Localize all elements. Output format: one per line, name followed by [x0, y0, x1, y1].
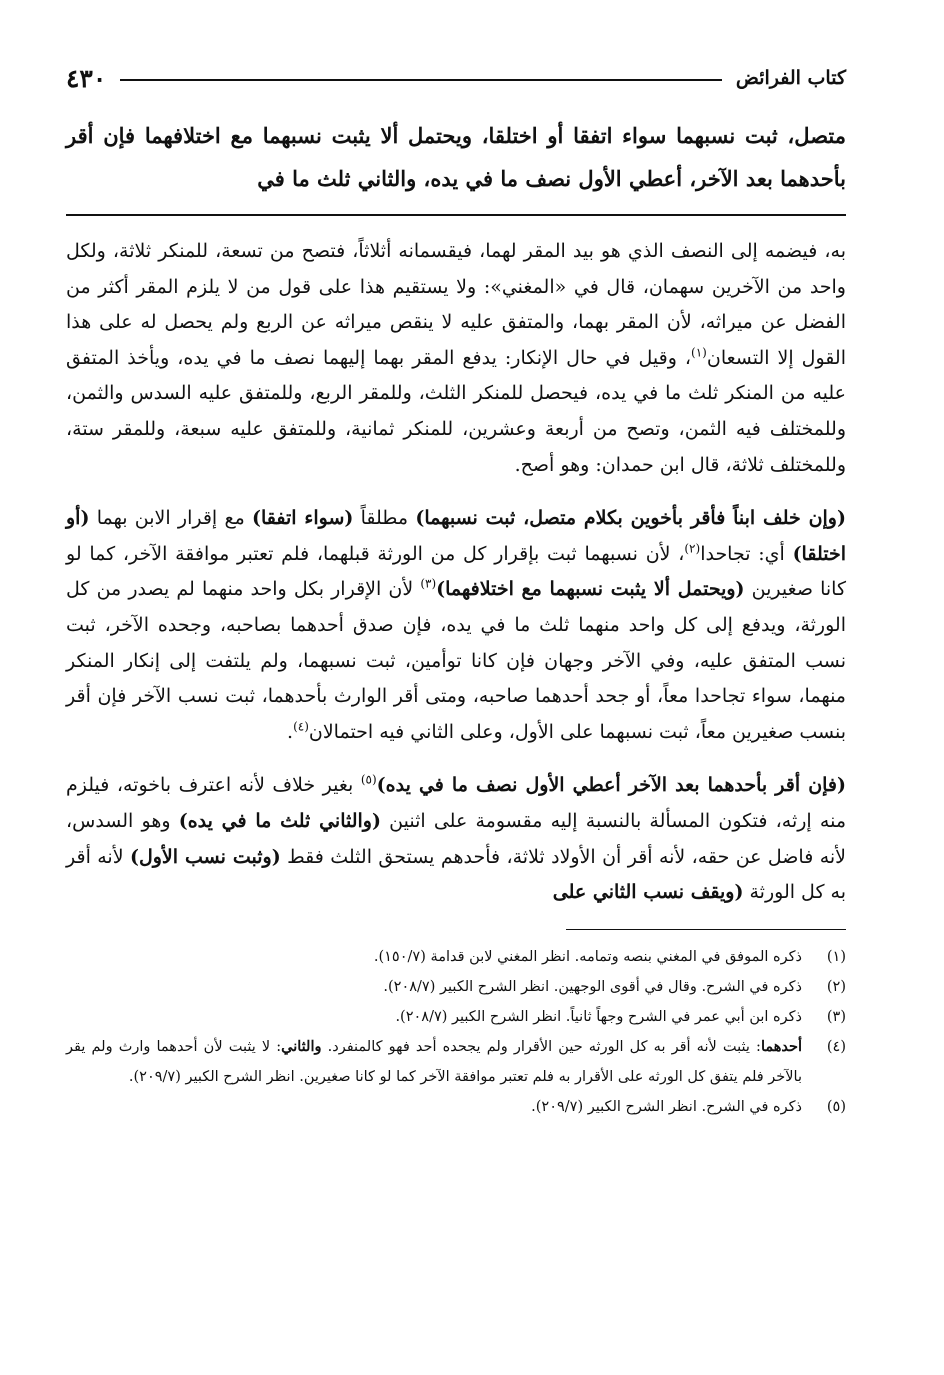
footnote-number: (٤): [826, 1038, 846, 1055]
commentary-paragraph-1: به، فيضمه إلى النصف الذي هو بيد المقر لهما، فيقسمانه أثلاثاً، فتصح من تسعة، للمنكر ثلاثة، ولكل واحد من الآخرين سهمان، قال في «المغني»: ولا يستقيم هذا على قول من لا يلزم المقر أكثر من الفضل عن ميراثه، لأن المقر بهما، والمتفق عليه لا ينقص ميراثه عن الربع ولم يحصل له على هذا القول إلا التسعان$^{(١)}$، وقيل في حال الإنكار: يدفع المقر بهما إليهما نصف ما في يده، ويأخذ المتفق عليه من المنكر ثلث ما في يده، فيحصل للمنكر الثلث، وللمقر الربع، وللمتفق عليه السدس والثمن، وللمختلف فيه الثمن، وتصح من أربعة وعشرين، للمنكر ثمانية، وللمتفق عليه سبعة، وللمقر ستة، وللمختلف ثلاثة، قال ابن حمدان: وهو أصح.: [66, 240, 846, 476]
footnote-ref-2[interactable]: (٢): [684, 541, 701, 556]
book-title: كتاب الفرائض: [735, 67, 846, 89]
footnotes: [66, 942, 846, 1122]
footnote-ref-5[interactable]: (٥): [360, 772, 377, 787]
footnote-ref-1[interactable]: (١): [691, 345, 707, 360]
footnote-text: ذكره في الشرح. وقال في أقوى الوجهين. انظر الشرح الكبير (٢٠٨/٧).: [383, 978, 802, 995]
footnote: [66, 972, 846, 1002]
footnote-number: (٢): [826, 978, 846, 995]
footnote-number: (٣): [826, 1008, 846, 1025]
footnote-text: ذكره ابن أبي عمر في الشرح وجهاً ثانياً. انظر الشرح الكبير (٢٠٨/٧).: [395, 1008, 802, 1025]
footnote-text: أحدهما: يثبت لأنه أقر به كل الورثه حين الأقرار ولم يجحده أحد فهو كالمنفرد. والثاني: لا يثبت لأن أحدهما وارث ولم يقر بالآخر فلم يتفق كل الورثه على الأقرار به فلم تعتبر موافقة الآخر كما لو كانا صغيرين. انظر الشرح الكبير (٢٠٩/٧).: [66, 1037, 802, 1085]
footnote: [66, 1002, 846, 1032]
header-rule: [120, 79, 722, 81]
footnote-ref-3[interactable]: (٣): [420, 577, 437, 592]
footnote: [66, 1032, 846, 1092]
commentary: [66, 234, 846, 911]
commentary-paragraph-2: (وإن خلف ابناً فأقر بأخوين بكلام متصل، ثبت نسبهما) مطلقاً (سواء اتفقا) مع إقرار الابن بهما (أو اختلقا) أي: تجاحدا$^{(٢)}$، لأن نسبهما ثبت بإقرار كل من الورثة قبلهما، فلم تعتبر موافقة الآخر، كما لو كانا صغيرين (ويحتمل ألا يثبت نسبهما مع اختلافهما)$^{(٣)}$ لأن الإقرار بكل واحد منهما لم يصدر من كل الورثة، ويدفع إلى كل واحد منهما ثلث ما في يده، فإن صدق أحدهما بصاحبه، وجحده الآخر، ثبت نسب المتفق عليه، وفي الآخر وجهان فإن كانا توأمين، ثبت نسبهما، ولم يلتفت إلى إنكار المنكر منهما، سواء تجاحدا معاً، أو جحد أحدهما صاحبه، ومتى أقر الوارث بأحدهما، ثبت نسب الآخر فإن أقر بنسب صغيرين معاً، ثبت نسبهما على الأول، وعلى الثاني فيه احتمالان$^{(٤)}$.: [66, 507, 846, 743]
footnote: [66, 1092, 846, 1122]
footnote-text: ذكره الموفق في المغني بنصه وتمامه. انظر المغني لابن قدامة (١٥٠/٧).: [373, 948, 802, 965]
page: [66, 58, 846, 1122]
commentary-paragraph-3: (فإن أقر بأحدهما بعد الآخر أعطي الأول نصف ما في يده)$^{(٥)}$ بغير خلاف لأنه اعترف باخوته، فيلزم منه إرثه، فتكون المسألة بالنسبة إليه مقسومة على اثنين (والثاني ثلث ما في يده) وهو السدس، لأنه فاضل عن حقه، لأنه أقر أن الأولاد ثلاثة، فأحدهم يستحق الثلث فقط (وثبت نسب الأول) لأنه أقر به كل الورثة (ويقف نسب الثاني على: [66, 772, 847, 904]
matn-text: متصل، ثبت نسبهما سواء اتفقا أو اختلقا، ويحتمل ألا يثبت نسبهما مع اختلافهما فإن أقر بأحدهما بعد الآخر، أعطي الأول نصف ما في يده، والثاني ثلث ما في: [66, 123, 846, 191]
page-number: ٤٣٠: [66, 63, 107, 93]
footnote: [66, 942, 846, 972]
footnote-number: (١): [826, 948, 846, 965]
footnote-text: ذكره في الشرح. انظر الشرح الكبير (٢٠٩/٧).: [531, 1098, 802, 1115]
footnote-number: (٥): [826, 1098, 846, 1115]
matn-separator: [66, 214, 846, 216]
running-header: [66, 58, 846, 98]
footnote-separator: [566, 929, 846, 930]
footnote-ref-4[interactable]: (٤): [293, 719, 309, 734]
